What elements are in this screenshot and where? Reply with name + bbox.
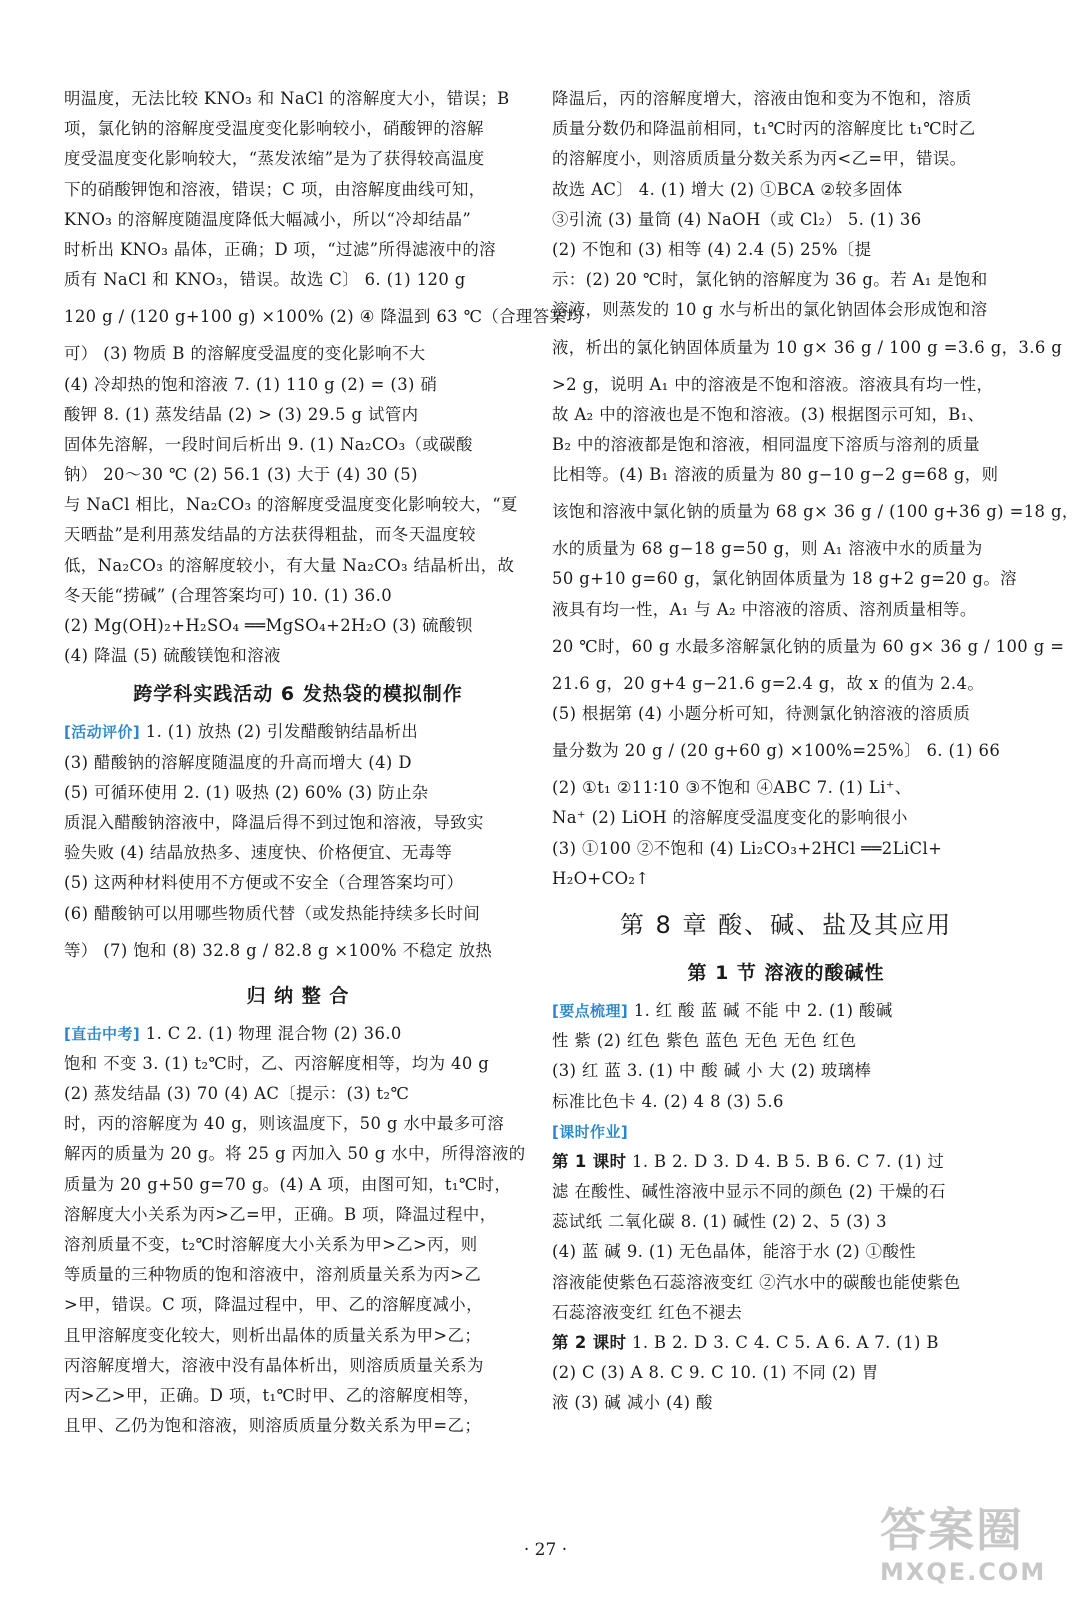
left-column [64, 84, 584, 1441]
text-line: (2) 不饱和 (3) 相等 (4) 2.4 (5) 25%〔提 [552, 239, 872, 259]
text-line: 验失败 (4) 结晶放热多、速度快、价格便宜、无毒等 [64, 843, 453, 863]
text-line: 时，丙的溶解度为 40 g，则该温度下，50 g 水中最多可溶 [64, 1114, 505, 1134]
chapter-title: 第 8 章 酸、碱、盐及其应用 [619, 910, 953, 939]
text-line: (2) ①t₁ ②11∶10 ③不饱和 ④ABC 7. (1) Li⁺、 [552, 778, 912, 798]
text-line: 解丙的质量为 20 g。将 25 g 丙加入 50 g 水中，所得溶液的 [64, 1144, 526, 1164]
activity-text [64, 748, 532, 973]
text-line: 与 NaCl 相比，Na₂CO₃ 的溶解度受温度变化影响较大，“夏 [64, 495, 518, 515]
text-line: >2 g，说明 A₁ 中的溶液是不饱和溶液。溶液具有均一性， [552, 374, 994, 394]
text-line: 时析出 KNO₃ 晶体，正确；D 项，“过滤”所得滤液中的溶 [64, 239, 496, 259]
text-line: 质量分数仍和降温前相同，t₁℃时丙的溶解度比 t₁℃时乙 [552, 119, 976, 139]
text-line: 等） (7) 饱和 (8) 32.8 g / 82.8 g ×100% 不稳定 放热 [64, 940, 493, 960]
text-line: 降温后，丙的溶解度增大，溶液由饱和变为不饱和，溶质 [552, 89, 972, 108]
lesson1-label: 第 1 课时 [552, 1151, 627, 1171]
text-line: (4) 降温 (5) 硫酸镁饱和溶液 [64, 646, 281, 666]
text-line: 比相等。(4) B₁ 溶液的质量为 80 g−10 g−2 g=68 g，则 [552, 465, 999, 485]
text-line: H₂O+CO₂↑ [552, 868, 650, 888]
text-line: 故选 AC〕 4. (1) 增大 (2) ①BCA ②较多固体 [552, 179, 903, 199]
text-line: (4) 蓝 碱 9. (1) 无色晶体，能溶于水 (2) ①酸性 [552, 1242, 917, 1262]
text-line: (3) ①100 ②不饱和 (4) Li₂CO₃+2HCl ══2LiCl+ [552, 838, 943, 858]
text-line: 20 ℃时，60 g 水最多溶解氯化钠的质量为 60 g× 36 g / 100 g = [552, 636, 1065, 656]
text-line: 水的质量为 68 g−18 g=50 g，则 A₁ 溶液中水的质量为 [552, 539, 983, 559]
text-line: (3) 醋酸钠的溶解度随温度的升高而增大 (4) D [64, 752, 412, 772]
text-line: (2) Mg(OH)₂+H₂SO₄ ══MgSO₄+2H₂O (3) 硫酸钡 [64, 616, 473, 635]
homework-tag: [课时作业] [552, 1122, 629, 1141]
text-line: 丙溶解度增大，溶液中没有晶体析出，则溶质质量关系为 [64, 1355, 484, 1375]
text-line: (5) 这两种材料使用不方便或不安全（合理答案均可） [64, 873, 464, 893]
text-line: 溶解度大小关系为丙>乙=甲，正确。B 项，降温过程中， [64, 1204, 497, 1224]
section-title-summary: 归 纳 整 合 [246, 984, 350, 1007]
text-line: 性 紫 (2) 红色 紫色 蓝色 无色 无色 红色 [552, 1031, 857, 1051]
text-line: 可） (3) 物质 B 的溶解度受温度的变化影响不大 [64, 344, 426, 364]
text-line: 钠） 20～30 ℃ (2) 56.1 (3) 大于 (4) 30 (5) [64, 465, 418, 485]
activity-first-line: [活动评价] 1. (1) 放热 (2) 引发醋酸钠结晶析出 [64, 722, 419, 742]
text-line: >甲，错误。C 项，降温过程中，甲、乙的溶解度减小， [64, 1295, 483, 1315]
text-line: 50 g+10 g=60 g，氯化钠固体质量为 18 g+2 g=20 g。溶 [552, 569, 1017, 589]
text-line: 等质量的三种物质的饱和溶液中，溶剂质量关系为丙>乙 [64, 1265, 482, 1285]
text-line: 量分数为 20 g / (20 g+60 g) ×100%=25%〕 6. (1) 66 [552, 741, 1001, 761]
text-line: 项，氯化钠的溶解度受温度变化影响较小，硝酸钾的溶解 [64, 119, 484, 139]
summary-first-line: [直击中考] 1. C 2. (1) 物理 混合物 (2) 36.0 [64, 1023, 402, 1043]
text-line: 丙>乙>甲，正确。D 项，t₁℃时甲、乙的溶解度相等， [64, 1385, 480, 1405]
text-line: 石蕊溶液变红 红色不褪去 [552, 1302, 743, 1322]
text-line: 标准比色卡 4. (2) 4 8 (3) 5.6 [552, 1091, 784, 1111]
text-line: 故 A₂ 中的溶液也是不饱和溶液。(3) 根据图示可知，B₁、 [552, 404, 985, 424]
text-line: (2) 蒸发结晶 (3) 70 (4) AC〔提示：(3) t₂℃ [64, 1084, 410, 1104]
text-line: 蕊试纸 二氧化碳 8. (1) 碱性 (2) 2、5 (3) 3 [552, 1212, 887, 1232]
text-line: 低，Na₂CO₃ 的溶解度较小，有大量 Na₂CO₃ 结晶析出，故 [64, 555, 515, 575]
text-line: Na⁺ (2) LiOH 的溶解度受温度变化的影响很小 [552, 808, 908, 828]
text-line: (2) C (3) A 8. C 9. C 10. (1) 不同 (2) 胃 [552, 1363, 879, 1383]
text-line: (5) 可循环使用 2. (1) 吸热 (2) 60% (3) 防止杂 [64, 782, 429, 802]
lesson1-first-line: 第 1 课时 1. B 2. D 3. D 4. B 5. B 6. C 7. (1) 过 [552, 1151, 945, 1171]
summary-text [64, 1049, 532, 1441]
text-line: 且甲、乙仍为饱和溶液，则溶质质量分数关系为甲=乙； [64, 1416, 482, 1436]
section-title-activity: 跨学科实践活动 6 发热袋的模拟制作 [133, 683, 463, 706]
text-line: KNO₃ 的溶解度随温度降低大幅减小，所以“冷却结晶” [64, 209, 472, 229]
watermark-logo: 答案圈 MXQE.COM [880, 1503, 1047, 1586]
text-line: 溶液，则蒸发的 10 g 水与析出的氯化钠固体会形成饱和溶 [552, 300, 988, 320]
text-line: (3) 红 蓝 3. (1) 中 酸 碱 小 大 (2) 玻璃棒 [552, 1061, 872, 1081]
lesson2-first-line: 第 2 课时 1. B 2. D 3. C 4. C 5. A 6. A 7. (1) B [552, 1333, 939, 1352]
text-line: 且甲溶解度变化较大，则析出晶体的质量关系为甲>乙； [64, 1325, 482, 1345]
text-line: 质混入醋酸钠溶液中，降温后得不到过饱和溶液，导致实 [64, 812, 484, 832]
text-line: 120 g / (120 g+100 g) ×100% (2) ④ 降温到 63 ℃（合理答案均 [64, 307, 584, 327]
text-line: ③引流 (3) 量筒 (4) NaOH（或 Cl₂） 5. (1) 36 [552, 209, 922, 229]
text-line: 示：(2) 20 ℃时，氯化钠的溶解度为 36 g。若 A₁ 是饱和 [552, 270, 988, 290]
text-line: 溶剂质量不变，t₂℃时溶解度大小关系为甲>乙>丙，则 [64, 1235, 478, 1254]
lesson1-text [552, 1177, 1020, 1328]
left-answer-text [64, 84, 584, 671]
text-line: (5) 根据第 (4) 小题分析可知，待测氯化钠溶液的溶质质 [552, 704, 971, 723]
text-line: 溶液能使紫色石蕊溶液变红 ②汽水中的碳酸也能使紫色 [552, 1272, 961, 1292]
keypoints-tag: [要点梳理] [552, 1001, 629, 1020]
activity-tag: [活动评价] [64, 723, 141, 742]
text-line: 下的硝酸钾饱和溶液，错误；C 项，由溶解度曲线可知， [64, 179, 486, 199]
text-line: 21.6 g，20 g+4 g−21.6 g=2.4 g，故 x 的值为 2.4。 [552, 673, 985, 693]
exam-tag: [直击中考] [64, 1024, 141, 1043]
text-line: 液 (3) 碱 减小 (4) 酸 [552, 1393, 713, 1413]
right-column [552, 84, 1079, 1419]
text-line: (4) 冷却热的饱和溶液 7. (1) 110 g (2) = (3) 硝 [64, 374, 438, 394]
right-answer-text [552, 84, 1079, 894]
keypoints-first-line: [要点梳理] 1. 红 酸 蓝 碱 不能 中 2. (1) 酸碱 [552, 1000, 893, 1020]
keypoints-text [552, 1026, 1020, 1117]
section-title-acidity: 第 1 节 溶液的酸碱性 [687, 961, 885, 984]
text-line: 酸钾 8. (1) 蒸发结晶 (2) > (3) 29.5 g 试管内 [64, 404, 419, 424]
page-number: · 27 · [523, 1540, 568, 1560]
lesson2-label: 第 2 课时 [552, 1333, 627, 1352]
text-line: B₂ 中的溶液都是饱和溶液，相同温度下溶质与溶剂的质量 [552, 434, 980, 454]
text-line: 固体先溶解，一段时间后析出 9. (1) Na₂CO₃（或碳酸 [64, 434, 473, 454]
text-line: 液具有均一性，A₁ 与 A₂ 中溶液的溶质、溶剂质量相等。 [552, 599, 977, 619]
text-line: 该饱和溶液中氯化钠的质量为 68 g× 36 g / (100 g+36 g) =18 g， [552, 502, 1079, 522]
text-line: 度受温度变化影响较大，“蒸发浓缩”是为了获得较高温度 [64, 149, 485, 169]
lesson2-text [552, 1358, 1020, 1418]
text-line: 质有 NaCl 和 KNO₃，错误。故选 C〕 6. (1) 120 g [64, 270, 466, 290]
text-line: 质量为 20 g+50 g=70 g。(4) A 项，由图可知，t₁℃时， [64, 1174, 512, 1194]
text-line: 明温度，无法比较 KNO₃ 和 NaCl 的溶解度大小，错误；B [64, 89, 510, 108]
homework-tag-line [552, 1117, 1020, 1147]
text-line: (6) 醋酸钠可以用哪些物质代替（或发热能持续多长时间 [64, 903, 481, 923]
text-line: 的溶解度小，则溶质质量分数关系为丙<乙=甲，错误。 [552, 149, 967, 169]
text-line: 天晒盐”是利用蒸发结晶的方法获得粗盐，而冬天温度较 [64, 525, 476, 545]
text-line: 冬天能“捞碱” (合理答案均可) 10. (1) 36.0 [64, 585, 393, 605]
text-line: 滤 在酸性、碱性溶液中显示不同的颜色 (2) 干燥的石 [552, 1182, 946, 1202]
text-line: 饱和 不变 3. (1) t₂℃时，乙、丙溶解度相等，均为 40 g [64, 1053, 490, 1073]
text-line: 液，析出的氯化钠固体质量为 10 g× 36 g / 100 g =3.6 g，3.6 g [552, 337, 1063, 357]
